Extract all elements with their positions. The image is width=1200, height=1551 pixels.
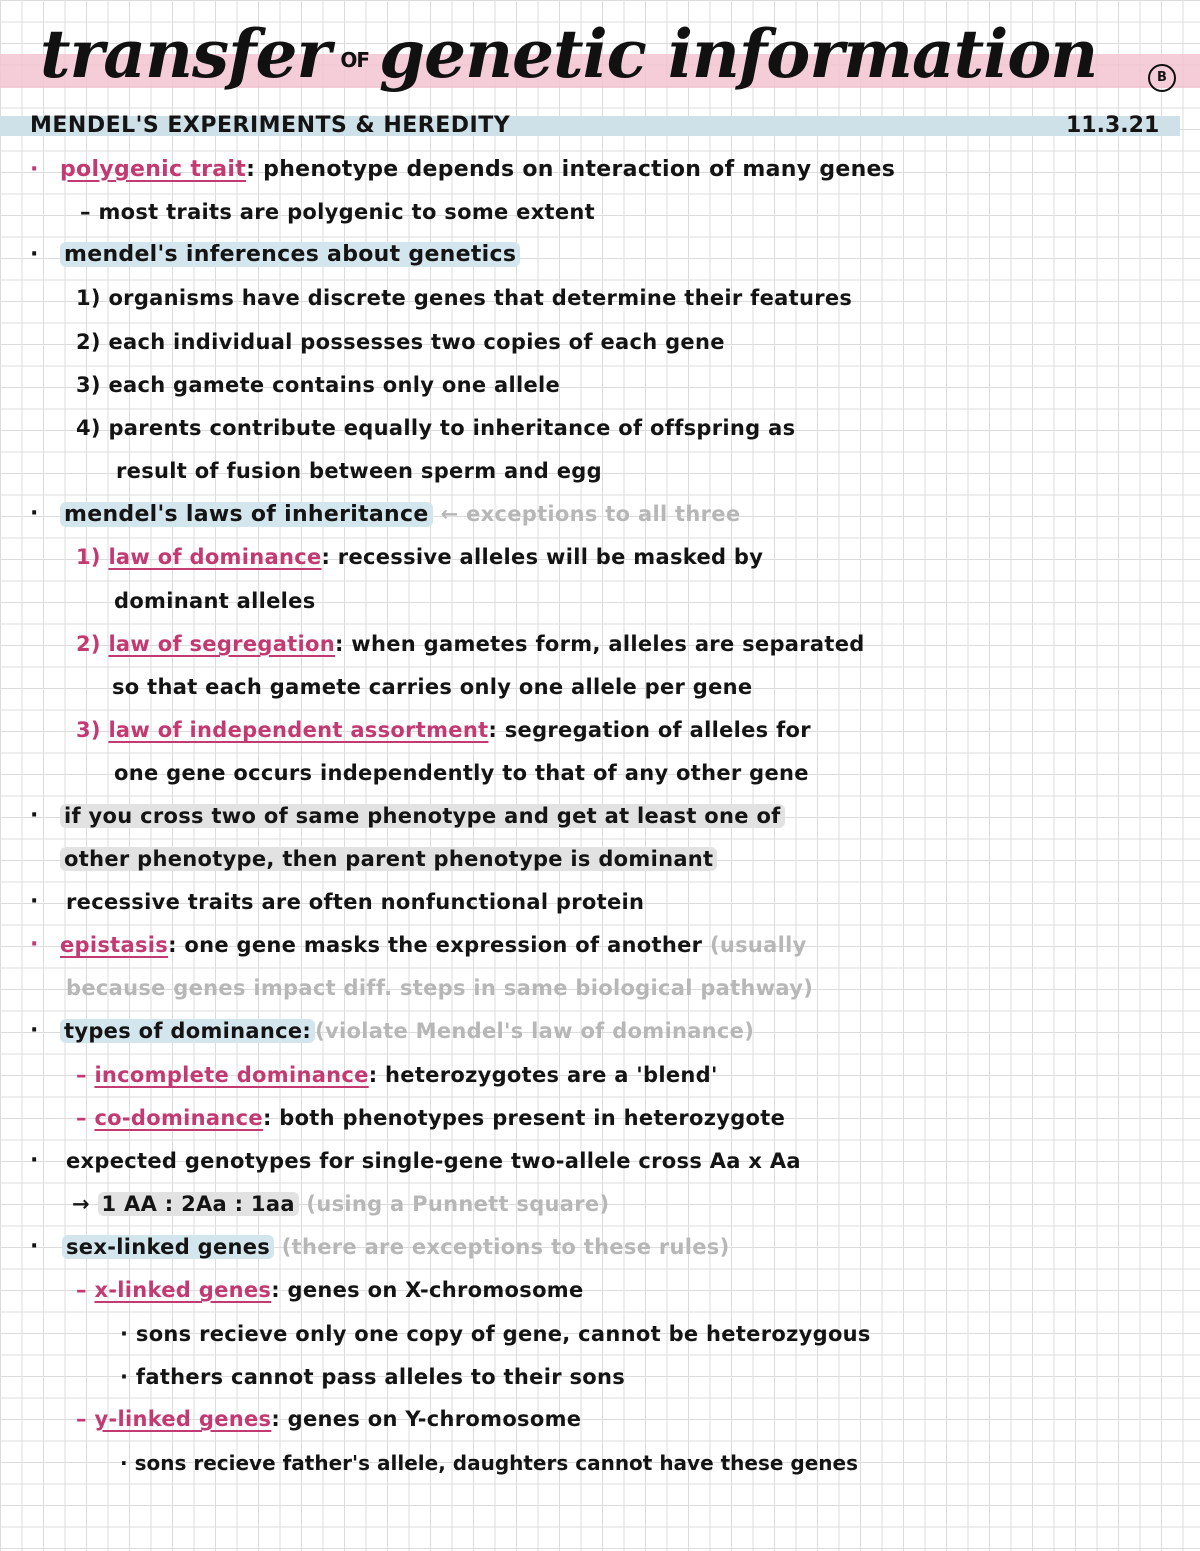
term-co-dominance: co-dominance	[94, 1106, 263, 1130]
bullet-marker: ·	[30, 1018, 39, 1043]
note-text: sons recieve father's allele, daughters cannot have these genes	[134, 1451, 858, 1475]
list-number: 1)	[76, 286, 101, 310]
dash-marker: –	[76, 1063, 87, 1087]
term-y-linked-genes: y-linked genes	[94, 1407, 272, 1431]
dash-marker: –	[80, 200, 91, 224]
heading-text: types of dominance:	[60, 1019, 315, 1043]
law-of-dominance	[76, 542, 763, 572]
page-title	[40, 14, 1097, 100]
bullet-marker: ·	[120, 1365, 129, 1389]
side-note: (there are exceptions to these rules)	[281, 1235, 730, 1259]
term-polygenic-trait: polygenic trait	[60, 157, 247, 182]
title-word-genetic: genetic	[379, 15, 646, 93]
law-of-dominance-cont	[114, 586, 316, 616]
heading-types-of-dominance	[60, 1016, 754, 1046]
note-text: expected genotypes for single-gene two-allele cross Aa x Aa	[66, 1149, 801, 1173]
bullet-marker: ·	[30, 242, 39, 267]
note-text: each gamete contains only one allele	[108, 373, 561, 397]
definition-text: : genes on Y-chromosome	[271, 1407, 582, 1431]
bullet-marker: ·	[30, 803, 39, 828]
x-linked-detail-1	[120, 1319, 871, 1349]
note-line-polygenic-extent	[80, 197, 595, 227]
note-text: recessive traits are often nonfunctional protein	[66, 890, 645, 914]
side-note: ← exceptions to all three	[440, 502, 741, 526]
inference-4	[76, 413, 795, 443]
definition-text: : heterozygotes are a 'blend'	[368, 1063, 718, 1087]
law-of-segregation-cont	[112, 672, 752, 702]
list-number: 4)	[76, 416, 101, 440]
law-of-segregation	[76, 629, 865, 659]
note-text: most traits are polygenic to some extent	[98, 200, 596, 224]
ratio-highlight: 1 AA : 2Aa : 1aa	[98, 1192, 299, 1216]
list-number: 3)	[76, 373, 101, 397]
term-incomplete-dominance: incomplete dominance	[94, 1063, 369, 1087]
bullet-marker: ·	[30, 889, 39, 914]
note-text: result of fusion between sperm and egg	[116, 459, 602, 483]
bullet-marker: ·	[30, 501, 39, 526]
inference-4-cont	[116, 456, 602, 486]
title-word-information: information	[667, 15, 1098, 93]
definition-text: : segregation of alleles for	[488, 718, 811, 742]
arrow-icon: →	[72, 1192, 90, 1216]
inference-2	[76, 327, 725, 357]
term-epistasis: epistasis	[60, 933, 169, 957]
note-line-cross-rule	[60, 801, 785, 831]
note-text: each individual possesses two copies of each gene	[108, 330, 725, 354]
note-date: 11.3.21	[1066, 113, 1160, 138]
note-text: sons recieve only one copy of gene, cannot be heterozygous	[135, 1322, 871, 1346]
note-line-epistasis-cont	[66, 973, 813, 1003]
note-text: fathers cannot pass alleles to their sons	[135, 1365, 626, 1389]
term-x-linked-genes: x-linked genes	[94, 1278, 272, 1302]
term-independent-assortment: law of independent assortment	[108, 718, 489, 742]
highlighted-text: if you cross two of same phenotype and get at least one of	[60, 804, 785, 828]
note-text: parents contribute equally to inheritance of offspring as	[108, 416, 796, 440]
co-dominance	[76, 1103, 785, 1133]
heading-mendels-inferences	[60, 240, 520, 270]
law-of-independent-assortment	[76, 715, 811, 745]
title-word-of: OF	[340, 48, 369, 72]
heading-text: mendel's laws of inheritance	[60, 502, 433, 527]
list-number: 2)	[76, 632, 101, 656]
law-of-independent-assortment-cont	[114, 758, 809, 788]
note-text: organisms have discrete genes that determine their features	[108, 286, 853, 310]
bullet-marker: ·	[30, 157, 39, 182]
dash-marker: –	[76, 1278, 87, 1302]
term-law-of-segregation: law of segregation	[108, 632, 335, 656]
note-line-polygenic	[60, 155, 895, 185]
side-note: (usually	[709, 933, 807, 957]
side-note: because genes impact diff. steps in same biological pathway)	[66, 976, 814, 1000]
definition-text: : phenotype depends on interaction of many genes	[246, 157, 896, 182]
section-subtitle: MENDEL'S EXPERIMENTS & HEREDITY	[30, 113, 511, 138]
definition-text: : both phenotypes present in heterozygote	[262, 1106, 786, 1130]
definition-text: : recessive alleles will be masked by	[321, 545, 764, 569]
note-text: one gene occurs independently to that of any other gene	[114, 761, 809, 785]
note-line-ratio	[72, 1189, 609, 1219]
list-number: 1)	[76, 545, 101, 569]
side-note: (using a Punnett square)	[306, 1192, 610, 1216]
highlighted-text: other phenotype, then parent phenotype is dominant	[60, 847, 717, 871]
title-word-transfer: transfer	[40, 15, 331, 93]
y-linked-genes	[76, 1404, 581, 1434]
definition-text: : when gametes form, alleles are separated	[334, 632, 865, 656]
bullet-marker: ·	[120, 1451, 128, 1475]
x-linked-genes	[76, 1275, 584, 1305]
bullet-marker: ·	[30, 932, 39, 957]
definition-text: : genes on X-chromosome	[271, 1278, 584, 1302]
term-law-of-dominance: law of dominance	[108, 545, 322, 569]
note-line-epistasis	[60, 930, 807, 960]
y-linked-detail-1	[120, 1448, 858, 1478]
page-badge-icon: B	[1148, 64, 1176, 92]
incomplete-dominance	[76, 1060, 718, 1090]
bullet-marker: ·	[120, 1322, 129, 1346]
heading-text: sex-linked genes	[62, 1235, 274, 1259]
bullet-marker: ·	[30, 1148, 39, 1173]
side-note: (violate Mendel's law of dominance)	[315, 1019, 755, 1043]
inference-3	[76, 370, 560, 400]
note-text: so that each gamete carries only one allele per gene	[112, 675, 753, 699]
note-line-recessive	[66, 887, 644, 917]
heading-laws-of-inheritance	[60, 499, 740, 529]
note-line-cross-rule-cont	[60, 844, 717, 874]
heading-sex-linked-genes	[62, 1232, 730, 1262]
bullet-marker: ·	[30, 1234, 39, 1259]
note-text: dominant alleles	[114, 589, 316, 613]
x-linked-detail-2	[120, 1362, 625, 1392]
dash-marker: –	[76, 1106, 87, 1130]
list-number: 3)	[76, 718, 101, 742]
inference-1	[76, 283, 852, 313]
heading-text: mendel's inferences about genetics	[60, 242, 520, 267]
title-block	[0, 14, 1200, 94]
note-line-expected-genotypes	[66, 1146, 801, 1176]
dash-marker: –	[76, 1407, 87, 1431]
list-number: 2)	[76, 330, 101, 354]
definition-text: : one gene masks the expression of another	[168, 933, 703, 957]
